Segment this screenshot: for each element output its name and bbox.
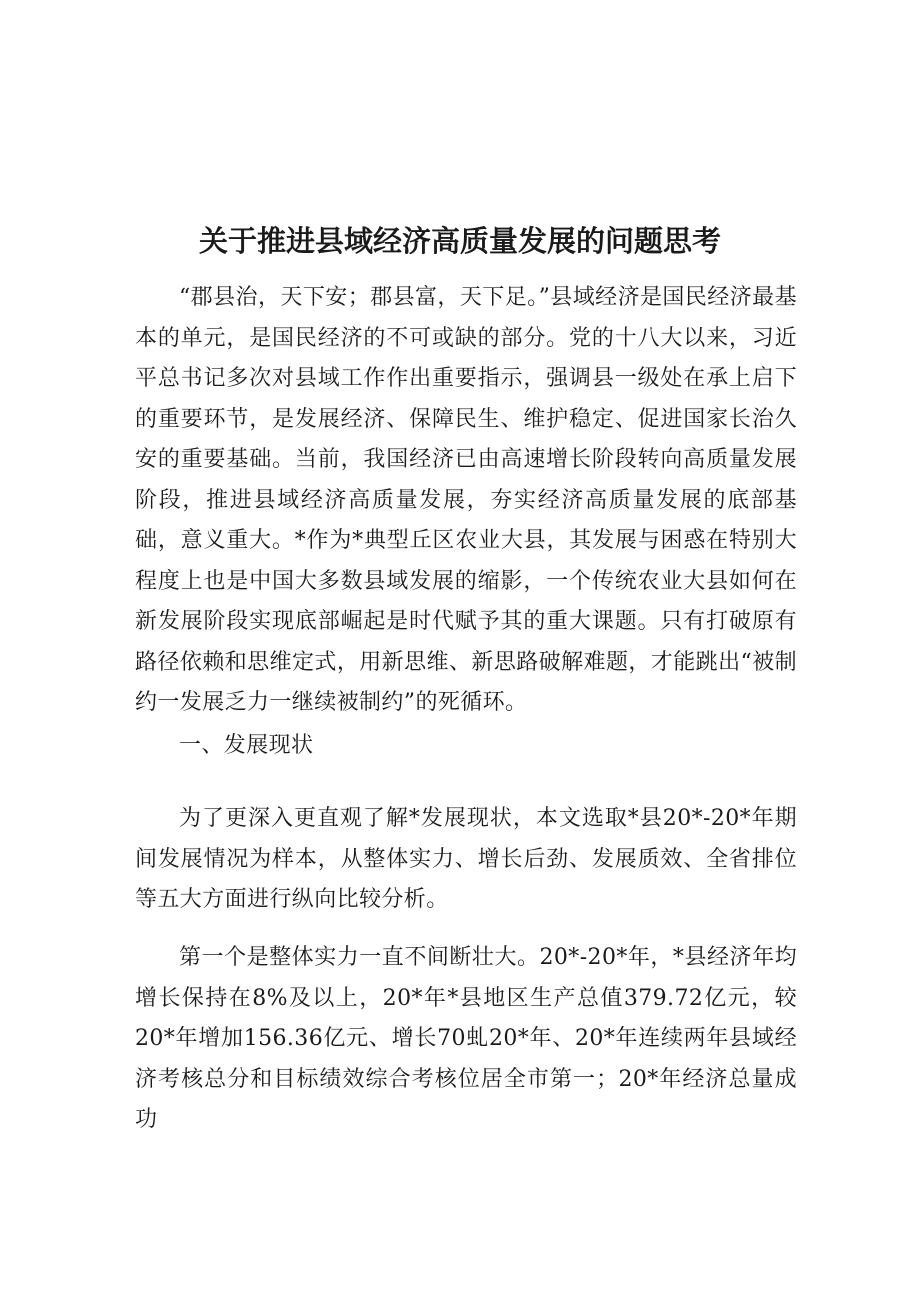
intro-paragraph: “郡县治，天下安；郡县富，天下足。”县域经济是国民经济最基本的单元，是国民经济的不可或缺的部分。党的十八大以来，习近平总书记多次对县域工作作出重要指示，强调县一级处在承上启下的重要环节，是发展经济、保障民生、维护稳定、促进国家长治久安的重要基础。当前，我国经济已由高速增长阶段转向高质量发展阶段，推进县域经济高质量发展，夯实经济高质量发展的底部基础，意义重大。*作为*典型丘区农业大县，其发展与困惑在特别大程度上也是中国大多数县域发展的缩影，一个传统农业大县如何在新发展阶段实现底部崛起是时代赋予其的重大课题。只有打破原有路径依赖和思维定式，用新思维、新思路破解难题，才能跳出“被制约一发展乏力一继续被制约”的死循环。 (135, 285, 797, 715)
section-intro-paragraph: 为了更深入更直观了解*发展现状，本文选取*县20*-20*年期间发展情况为样本，从整体实力、增长后劲、发展质效、全省排位等五大方面进行纵向比较分析。 (135, 806, 797, 912)
section-heading: 一、发展现状 (179, 733, 314, 758)
document-title: 关于推进县域经济高质量发展的问题思考 (198, 224, 721, 258)
overall-strength-paragraph: 第一个是整体实力一直不间断壮大。20*-20*年，*县经济年均增长保持在8%及以上，20*年*县地区生产总值379.72亿元，较20*年增加156.36亿元、增长70虬20*年、20*年连续两年县域经济考核总分和目标绩效综合考核位居全市第一；20*年经济总量成功 (135, 945, 797, 1132)
